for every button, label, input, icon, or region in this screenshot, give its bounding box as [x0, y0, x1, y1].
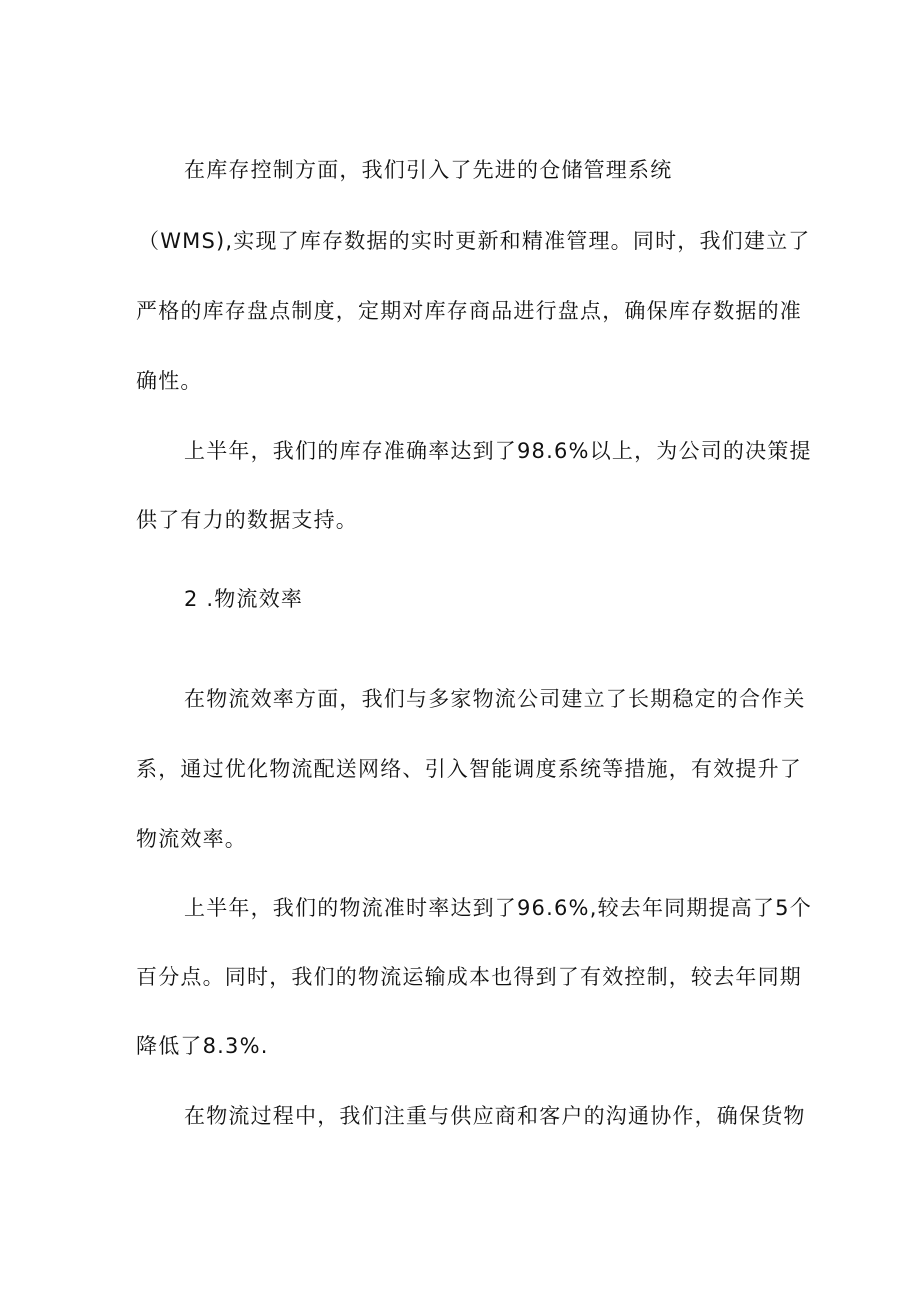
- text-line: 供了有力的数据支持。: [136, 508, 358, 532]
- section-heading: 2 .物流效率: [184, 587, 304, 611]
- text-line: 在物流过程中，我们注重与供应商和客户的沟通协作，确保货物: [184, 1104, 806, 1128]
- text-line: 物流效率。: [136, 827, 247, 851]
- text-line: 上半年，我们的库存准确率达到了98.6%以上，为公司的决策提: [184, 439, 812, 463]
- text-line: 在库存控制方面，我们引入了先进的仓储管理系统: [184, 158, 673, 182]
- text-line: 在物流效率方面，我们与多家物流公司建立了长期稳定的合作关: [184, 687, 806, 711]
- text-line: 系，通过优化物流配送网络、引入智能调度系统等措施，有效提升了: [136, 757, 802, 781]
- text-line: 降低了8.3%.: [136, 1034, 269, 1058]
- text-line: 上半年，我们的物流准时率达到了96.6%,较去年同期提高了5个: [184, 896, 812, 920]
- text-line: 确性。: [136, 369, 203, 393]
- text-line: 严格的库存盘点制度，定期对库存商品进行盘点，确保库存数据的准: [136, 299, 802, 323]
- text-line: 百分点。同时，我们的物流运输成本也得到了有效控制，较去年同期: [136, 965, 802, 989]
- text-line: （WMS),实现了库存数据的实时更新和精准管理。同时，我们建立了: [138, 229, 811, 253]
